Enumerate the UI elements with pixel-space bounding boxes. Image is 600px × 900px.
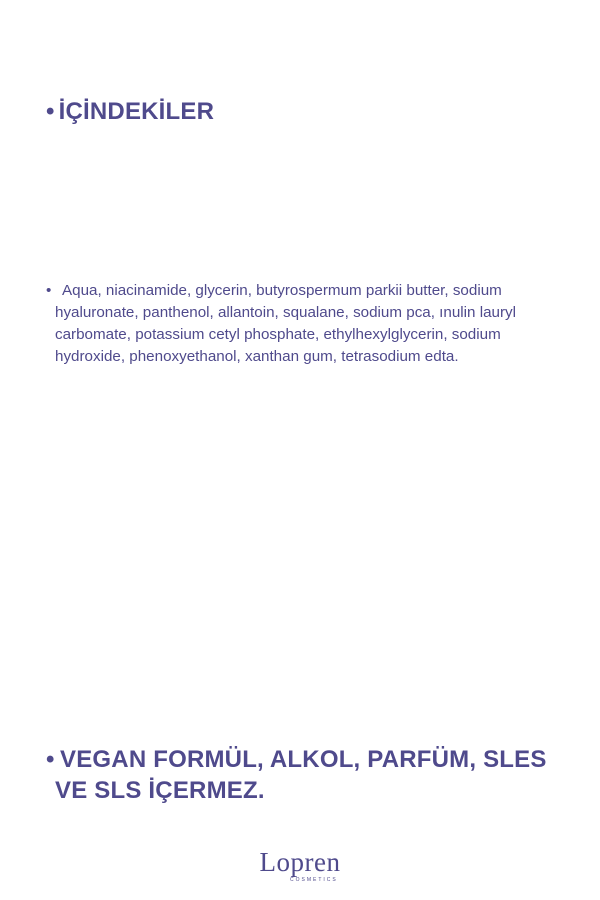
logo-wordmark: Lopren: [259, 847, 341, 877]
heading-bullet: •: [46, 98, 55, 125]
claim-text: VEGAN FORMÜL, ALKOL, PARFÜM, SLES VE SLS İÇERMEZ.: [55, 746, 547, 804]
ingredients-text: Aqua, niacinamide, glycerin, butyrospermum parkii butter, sodium hyaluronate, panthenol, allantoin, squalane, sodium pca, ınulin lauryl carbomate, potassium cetyl phosphate, ethylhexylglycerin, sodium hydroxide, phenoxyethanol, xanthan gum, tetrasodium edta.: [55, 282, 516, 365]
vegan-claim: [46, 744, 566, 806]
logo-tagline: COSMETICS: [290, 877, 338, 883]
heading-title: İÇİNDEKİLER: [58, 98, 215, 125]
claim-bullet: •: [46, 746, 55, 773]
ingredients-bullet: •: [46, 282, 52, 299]
brand-logo: [250, 848, 350, 883]
ingredients-heading: [46, 98, 214, 126]
ingredients-list: [46, 280, 556, 368]
